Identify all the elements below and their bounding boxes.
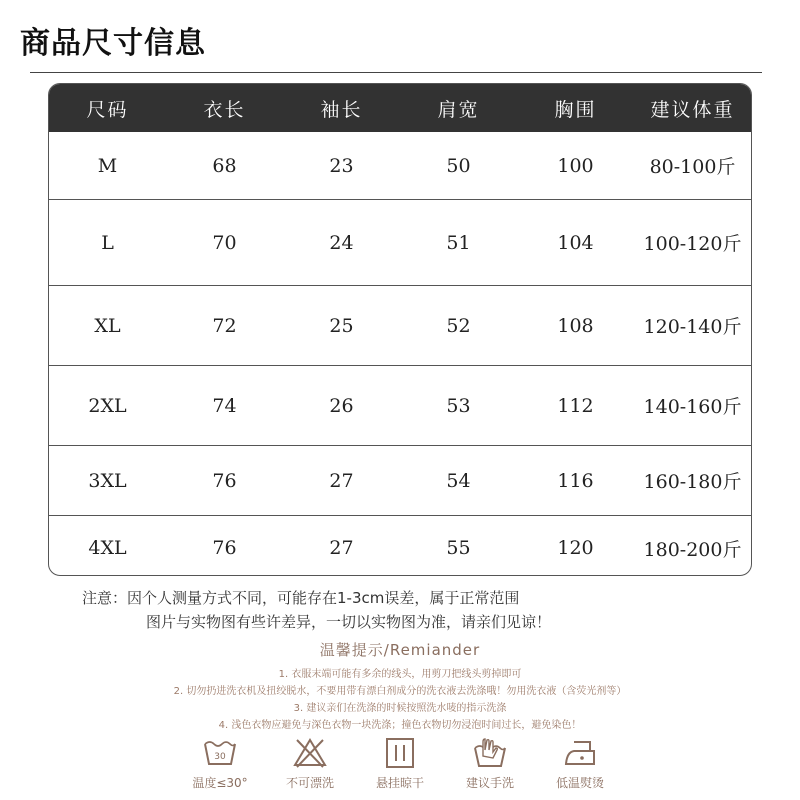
table-row [49,132,751,200]
care-item-wash-30 [180,736,260,798]
cell-size: L [101,231,114,254]
cell-weight: 80-100斤 [649,156,736,178]
reminder-title: 温馨提示/Remiander [319,641,481,659]
cell-length: 76 [212,537,237,559]
cell-sleeve: 27 [329,469,354,492]
page-title: 商品尺寸信息 [20,26,206,61]
cell-sleeve: 27 [329,537,354,559]
cell-sleeve: 23 [329,154,354,177]
care-item-no-bleach [270,736,350,798]
care-item-hang-dry [360,736,440,798]
care-label: 低温熨烫 [555,776,604,790]
table-row [49,286,751,366]
cell-size: 2XL [88,394,127,417]
table-row [49,200,751,286]
header-sleeve: 袖长 [320,98,363,121]
cell-chest: 112 [557,394,594,417]
care-item-low-iron [540,736,620,798]
cell-length: 70 [212,231,237,254]
cell-shoulder: 52 [446,314,471,337]
cell-length: 74 [212,394,237,417]
cell-shoulder: 54 [446,469,471,492]
note-line-2: 图片与实物图有些许差异，一切以实物图为准，请亲们见谅！ [146,613,552,631]
table-row [49,366,751,446]
low-iron-icon [562,736,598,770]
cell-shoulder: 53 [446,394,471,417]
wash-30-icon [202,736,238,770]
cell-shoulder: 51 [446,231,471,254]
cell-shoulder: 50 [446,154,471,177]
cell-weight: 160-180斤 [643,471,742,493]
cell-size: M [97,154,118,177]
wash-temp-badge: 30 [214,752,226,762]
cell-weight: 180-200斤 [643,538,742,561]
hang-dry-icon [382,736,418,770]
cell-weight: 120-140斤 [643,316,742,338]
note-line-1: 注意：因个人测量方式不同，可能存在1-3cm误差，属于正常范围 [82,589,520,607]
care-label: 不可漂洗 [285,776,334,790]
care-label: 温度≤30° [192,776,248,790]
cell-sleeve: 26 [329,394,354,417]
cell-chest: 116 [557,469,594,492]
table-row [49,516,751,576]
cell-weight: 100-120斤 [643,233,742,255]
cell-chest: 108 [557,314,594,337]
cell-shoulder: 55 [446,537,471,559]
cell-sleeve: 25 [329,314,354,337]
reminder-tips [0,666,800,734]
cell-size: XL [94,314,121,337]
cell-size: 4XL [88,537,127,559]
care-label: 建议手洗 [465,776,514,790]
cell-chest: 104 [557,231,594,254]
size-table [48,83,752,576]
header-chest: 胸围 [554,98,597,121]
cell-sleeve: 24 [329,231,354,254]
cell-length: 76 [212,469,237,492]
header-length: 衣长 [203,98,246,121]
tip-item: 1. 衣服末端可能有多余的线头，用剪刀把线头剪掉即可 [278,669,522,680]
care-instructions [180,736,620,798]
header-size: 尺码 [86,98,129,121]
table-body [49,132,751,576]
header-shoulder: 肩宽 [437,98,480,121]
tip-item: 3. 建议亲们在洗涤的时候按照洗水唛的指示洗涤 [293,703,507,714]
table-header [49,84,751,132]
cell-length: 72 [212,314,237,337]
cell-chest: 100 [557,154,594,177]
tip-item: 4. 浅色衣物应避免与深色衣物一块洗涤；撞色衣物切勿浸泡时间过长，避免染色！ [218,720,582,731]
measurement-note [82,586,782,634]
care-label: 悬挂晾干 [375,776,424,790]
cell-length: 68 [212,154,237,177]
hand-wash-icon [472,736,508,770]
cell-weight: 140-160斤 [643,396,742,418]
no-bleach-icon [292,736,328,770]
table-row [49,446,751,516]
header-weight: 建议体重 [650,98,735,121]
title-divider [30,72,762,73]
care-item-hand-wash [450,736,530,798]
tip-item: 2. 切勿扔进洗衣机及扭绞脱水，不要用带有漂白剂成分的洗衣液去洗涤哦！勿用洗衣液（含荧光剂等） [173,686,627,697]
cell-size: 3XL [88,469,127,492]
cell-chest: 120 [557,537,594,559]
